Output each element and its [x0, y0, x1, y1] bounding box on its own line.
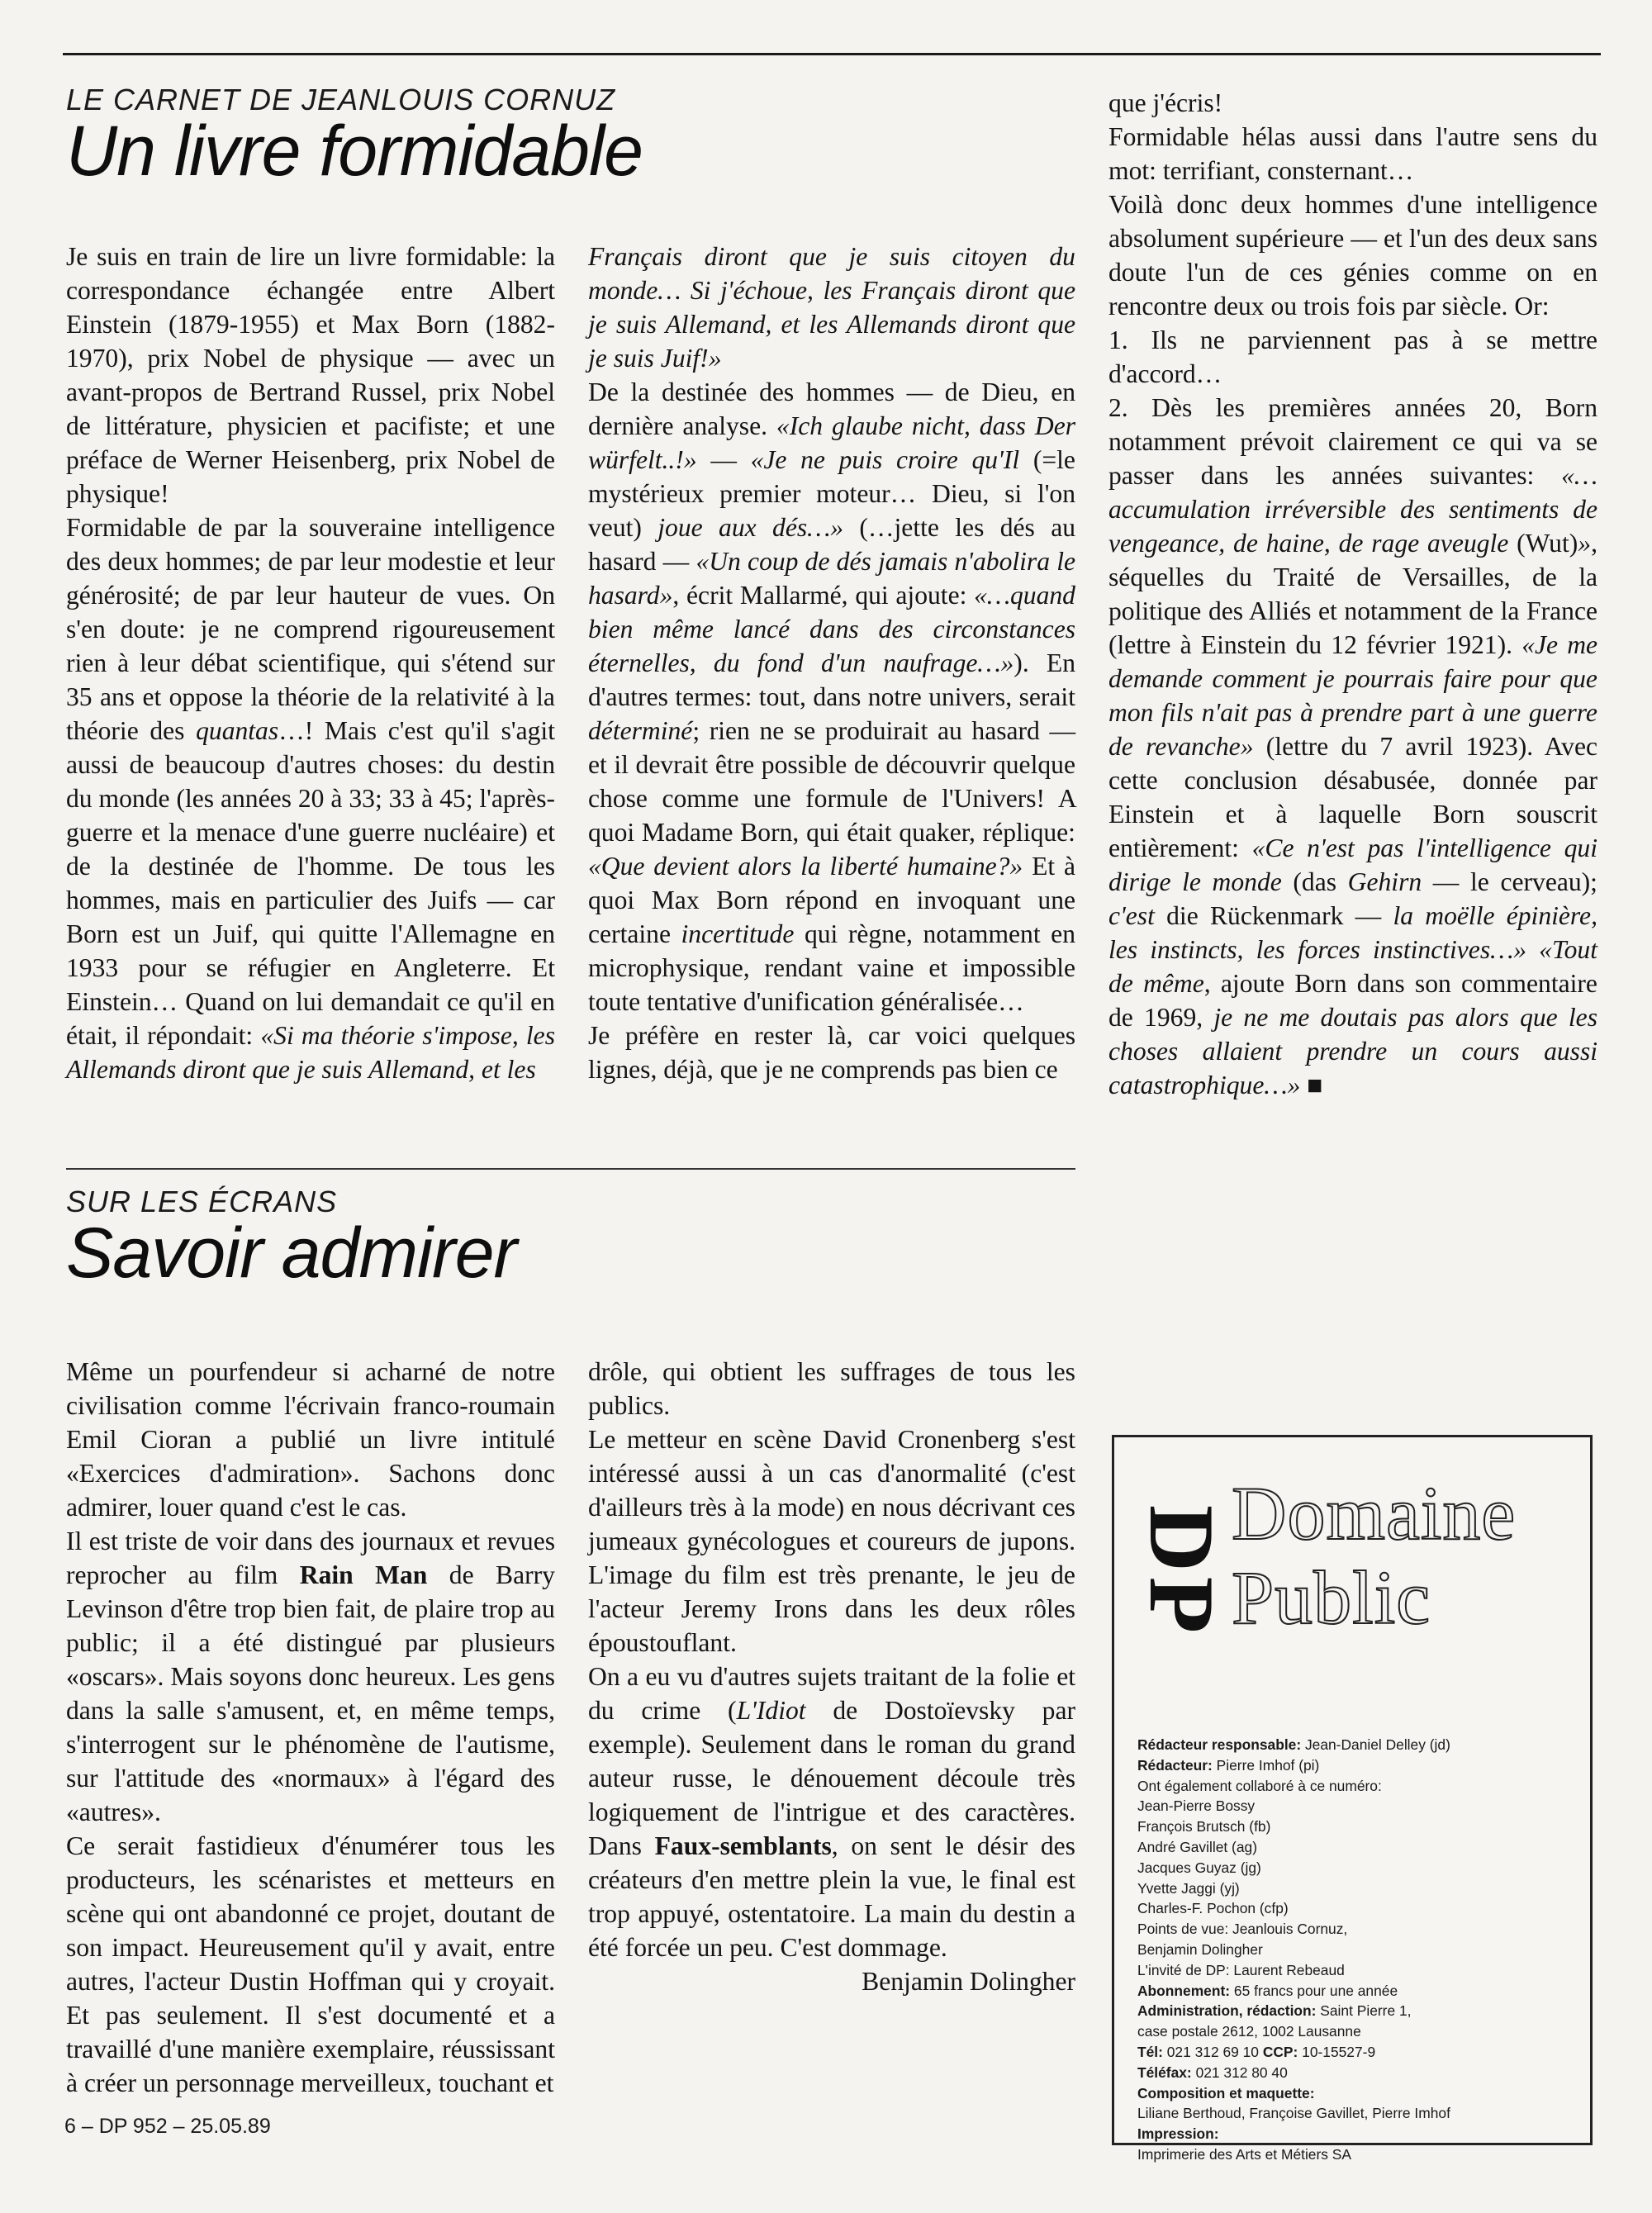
impressum-line — [1137, 2063, 1575, 2083]
impressum-line — [1137, 1776, 1575, 1797]
text-run: Jean-Daniel Delley (jd) — [1301, 1736, 1450, 1753]
impressum-line — [1137, 2124, 1575, 2144]
paragraph: Il est triste de voir dans des journaux et revues reprocher au film Rain Man de Barry Levinson d'être trop bien fait, de plaire trop au public; il a été distingué par plusieurs «oscars». Mais soyons donc heureux. Les gens dans la salle s'amusent, et, en même temps, s'interrogent sur le phénomène de l'autisme, sur l'attitude des «normaux» à l'égard des «autres». — [66, 1527, 556, 1826]
article2-kicker: SUR LES ÉCRANS — [66, 1185, 338, 1218]
impressum — [1137, 1735, 1575, 2165]
paragraph: 1. Ils ne parviennent pas à se mettre d'accord… — [1108, 325, 1598, 388]
text-run: Benjamin Dolingher — [1137, 1940, 1263, 1958]
impressum-line — [1137, 1898, 1575, 1919]
article1-kicker: LE CARNET DE JEANLOUIS CORNUZ — [66, 83, 616, 116]
paragraph: que j'écris! — [1108, 88, 1223, 117]
text-run: case postale 2612, 1002 Lausanne — [1137, 2023, 1361, 2040]
text-run: CCP: — [1262, 2043, 1298, 2060]
text-run: Impression: — [1137, 2125, 1219, 2143]
paragraph: Même un pourfendeur si acharné de notre civilisation comme l'écrivain franco-roumain Emil Cioran a publié un livre intitulé «Exercices d'admiration». Sachons donc admirer, louer quand c'est le cas. — [66, 1357, 556, 1522]
paragraph: Je préfère en rester là, car voici quelques lignes, déjà, que je ne comprends pas bien ce — [588, 1021, 1076, 1084]
text-run: Jacques Guyaz (jg) — [1137, 1859, 1261, 1876]
top-rule — [63, 53, 1601, 55]
paragraph: Formidable hélas aussi dans l'autre sens du mot: terrifiant, consternant… — [1108, 122, 1597, 185]
page-footer: 6 – DP 952 – 25.05.89 — [64, 2115, 271, 2138]
article2-title: Savoir admirer — [66, 1213, 517, 1293]
dp-logo: DP — [1130, 1504, 1233, 1638]
impressum-line — [1137, 2042, 1575, 2063]
text-run: 65 francs pour une année — [1230, 1982, 1398, 1999]
text-run: Points de vue: Jeanlouis Cornuz, — [1137, 1921, 1348, 1938]
logo-word-public: Public — [1232, 1555, 1431, 1640]
paragraph: Ce serait fastidieux d'énumérer tous les producteurs, les scénaristes et metteurs en scène qui ont abandonné ce projet, doutant de son impact. Heureusement qu'il y avait, entre autres, l'acteur Dustin Hoffman qui y croyait. Et pas seulement. Il s'est documenté et a travaillé d'une manière exemplaire, réussissant à créer un personnage merveilleux, touchant et — [66, 1831, 556, 2097]
article1-col3 — [1108, 86, 1597, 1408]
paragraph: De la destinée des hommes — de Dieu, en dernière analyse. «Ich glaube nicht, dass Der würfelt..!» — «Je ne puis croire qu'Il (=le mystérieux premier moteur… Dieu, si l'on veut) joue aux dés…» (…jette les dés au hasard — «Un coup de dés jamais n'abolira le hasard», écrit Mallarmé, qui ajoute: «…quand bien même lancé dans des circonstances éternelles, du fond d'un naufrage…»). En d'autres termes: tout, dans notre univers, serait déterminé; rien ne se produirait au hasard — et il devrait être possible de découvrir quelque chose comme une formule de l'Univers! A quoi Madame Born, qui était quaker, réplique: «Que devient alors la liberté humaine?» Et à quoi Max Born répond en invoquant une certaine incertitude qui règne, notamment en microphysique, rendant vaine et impossible toute tentative d'unification généralisée… — [588, 378, 1076, 1016]
logo-word-domaine: Domaine — [1232, 1471, 1517, 1555]
paragraph: Voilà donc deux hommes d'une intelligence absolument supérieure — et l'un des deux sans doute l'un de ces génies comme on en rencontre deux ou trois fois par siècle. Or: — [1108, 190, 1598, 321]
colophon-box — [1112, 1435, 1593, 2163]
impressum-line — [1137, 1878, 1575, 1899]
text-run: Ont également collaboré à ce numéro: — [1137, 1777, 1382, 1794]
article-divider — [66, 1168, 1075, 1170]
text-run: 10-15527-9 — [1298, 2043, 1376, 2060]
impressum-line — [1137, 2021, 1575, 2042]
text-run: 021 312 80 40 — [1191, 2063, 1288, 2081]
impressum-line — [1137, 1816, 1575, 1837]
impressum-line — [1137, 2001, 1575, 2021]
paragraph: 2. Dès les premières années 20, Born notamment prévoit clairement ce qui va se passer dans les années suivantes: «…accumulation irréversible des sentiments de vengeance, de haine, de rage aveugle (Wut)», séquelles du Traité de Versailles, de la politique des Alliés et notamment de la France (lettre à Einstein du 12 février 1921). «Je me demande comment je pourrais faire pour que mon fils n'ait pas à prendre part à une guerre de revanche» (lettre du 7 avril 1923). Avec cette conclusion désabusée, donnée par Einstein et à laquelle Born souscrit entièrement: «Ce n'est pas l'intelligence qui dirige le monde (das Gehirn — le cerveau); c'est die Rückenmark — la moëlle épinière, les instincts, les forces instinctives…» «Tout de même, ajoute Born dans son commentaire de 1969, je ne me doutais pas alors que les choses allaient prendre un cours aussi catastrophique…» ■ — [1108, 393, 1598, 1099]
paragraph: drôle, qui obtient les suffrages de tous les publics. — [588, 1357, 1075, 1420]
article2-col2 — [588, 1355, 1075, 2103]
article1-col1 — [66, 240, 555, 1107]
text-run: Pierre Imhof (pi) — [1212, 1756, 1320, 1774]
article2-col1 — [66, 1355, 555, 2103]
impressum-line — [1137, 2103, 1575, 2124]
text-run: Tél: — [1137, 2043, 1163, 2060]
article1-title: Un livre formidable — [66, 112, 643, 191]
text-run: André Gavillet (ag) — [1137, 1838, 1257, 1855]
article1-col2 — [588, 240, 1075, 1107]
text-run: Imprimerie des Arts et Métiers SA — [1137, 2145, 1351, 2163]
impressum-line — [1137, 2144, 1575, 2165]
paragraph: Le metteur en scène David Cronenberg s'est intéressé aussi à un cas d'anormalité (c'est d'ailleurs très à la mode) en nous décrivant ces jumeaux gynécologues et coureurs de jupons. L'image du film est très prenante, le jeu de l'acteur Jeremy Irons dans les deux rôles époustouflant. — [588, 1425, 1076, 1657]
text-run: François Brutsch (fb) — [1137, 1818, 1271, 1835]
text-run: Yvette Jaggi (yj) — [1137, 1879, 1240, 1897]
text-run: Rédacteur responsable: — [1137, 1736, 1302, 1753]
text-run: Administration, rédaction: — [1137, 2002, 1317, 2020]
paragraph: Je suis en train de lire un livre formidable: la correspondance échangée entre Albert Einstein (1879-1955) et Max Born (1882-1970), prix Nobel de physique — avec un avant-propos de Bertrand Russel, prix Nobel de littérature, physicien et pacifiste; et une préface de Werner Heisenberg, prix Nobel de physique! — [66, 242, 556, 508]
text-run: 021 312 69 10 — [1162, 2043, 1263, 2060]
text-run: Composition et maquette: — [1137, 2084, 1315, 2101]
text-run: L'invité de DP: Laurent Rebeaud — [1137, 1961, 1345, 1978]
text-run: Téléfax: — [1137, 2063, 1192, 2081]
text-run: Jean-Pierre Bossy — [1137, 1797, 1256, 1815]
impressum-line — [1137, 1960, 1575, 1981]
impressum-line — [1137, 1981, 1575, 2002]
paragraph: On a eu vu d'autres sujets traitant de la folie et du crime (L'Idiot de Dostoïevsky par exemple). Seulement dans le roman du grand auteur russe, le dénouement découle très logiquement de l'intrigue et des caractères. Dans Faux-semblants, on sent le désir des créateurs d'en mettre plein la vue, le final est trop appuyé, ostentatoire. La main du destin a été forcée un peu. C'est dommage. — [588, 1662, 1076, 1962]
impressum-line — [1137, 1940, 1575, 1960]
impressum-line — [1137, 2083, 1575, 2104]
impressum-line — [1137, 1755, 1575, 1776]
paragraph: Français diront que je suis citoyen du monde… Si j'échoue, les Français diront que je suis Allemand, et les Allemands diront que je suis Juif!» — [588, 242, 1076, 373]
signature: Benjamin Dolingher — [862, 1967, 1075, 1996]
text-run: Liliane Berthoud, Françoise Gavillet, Pierre Imhof — [1137, 2105, 1450, 2122]
impressum-line — [1137, 1796, 1575, 1816]
impressum-line — [1137, 1858, 1575, 1878]
text-run: Charles-F. Pochon (cfp) — [1137, 1900, 1289, 1917]
impressum-line — [1137, 1837, 1575, 1858]
text-run: Rédacteur: — [1137, 1756, 1213, 1774]
impressum-line — [1137, 1919, 1575, 1940]
text-run: Abonnement: — [1137, 1982, 1231, 1999]
impressum-line — [1137, 1735, 1575, 1755]
paragraph: Formidable de par la souveraine intelligence des deux hommes; de par leur modestie et leur générosité; de par leur hauteur de vues. On s'en doute: je ne comprend rigoureusement rien à leur débat scientifique, qui s'étend sur 35 ans et oppose la théorie de la relativité à la théorie des quantas…! Mais c'est qu'il s'agit aussi de beaucoup d'autres choses: du destin du monde (les années 20 à 33; 33 à 45; l'après-guerre et la menace d'une guerre nucléaire) et de la destinée de l'homme. De tous les hommes, mais en particulier des Juifs — car Born est un Juif, qui quitte l'Allemagne en 1933 pour se réfugier en Angleterre. Et Einstein… Quand on lui demandait ce qu'il en était, il répondait: «Si ma théorie s'impose, les Allemands diront que je suis Allemand, et les — [66, 513, 556, 1084]
text-run: Saint Pierre 1, — [1316, 2002, 1412, 2020]
